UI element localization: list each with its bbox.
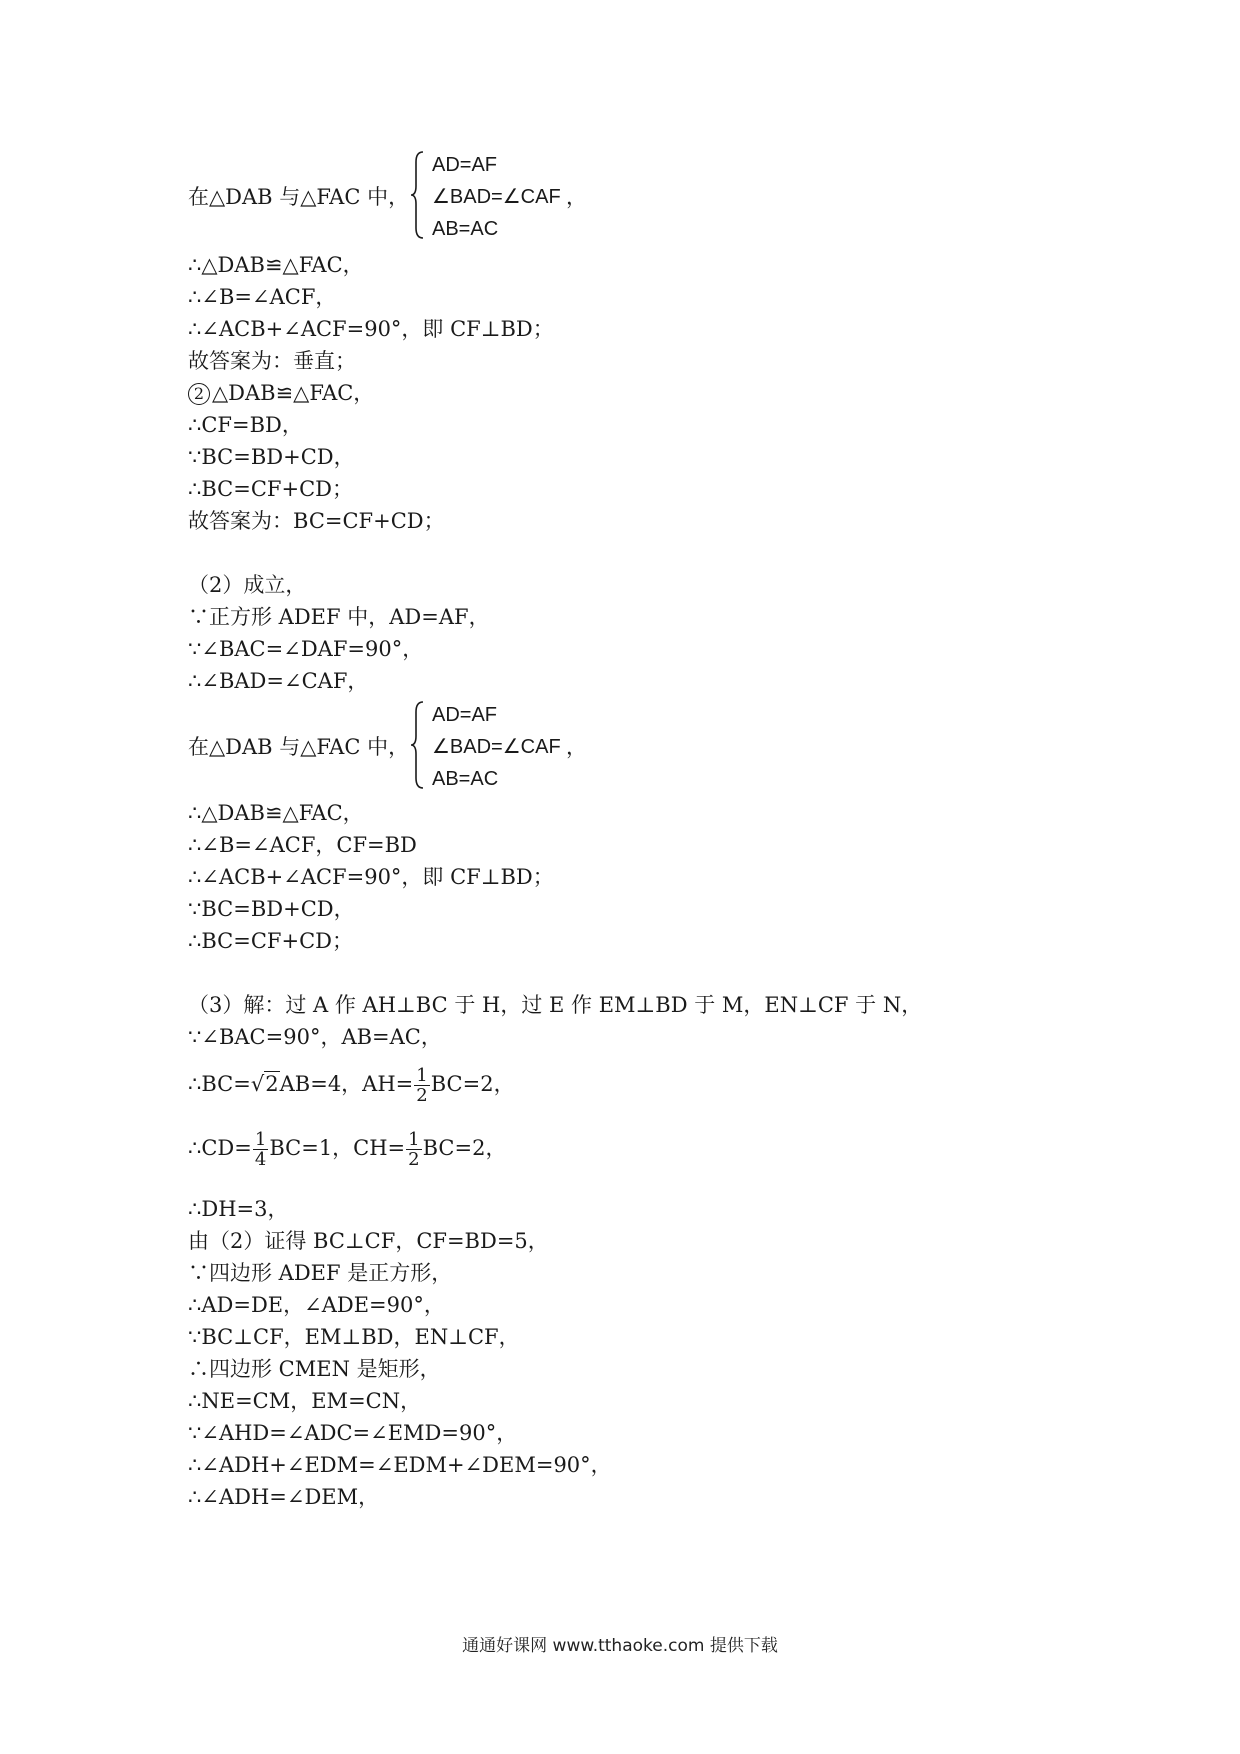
- text-line: [188, 380, 374, 406]
- text-line: ∴∠BAD=∠CAF，: [188, 669, 369, 693]
- eq-part: BC=1，CH=: [269, 1136, 406, 1160]
- text-line: ∵四边形 ADEF 是正方形，: [188, 1261, 453, 1285]
- text-line: ∴NE=CM，EM=CN，: [188, 1389, 422, 1413]
- system-row: ∠BAD=∠CAF: [432, 736, 561, 758]
- fraction: [406, 1130, 421, 1169]
- circled-line-text: △DAB≌△FAC，: [212, 381, 375, 405]
- system-trail: ，: [566, 735, 587, 759]
- eq-part: ∴CD=: [188, 1136, 252, 1160]
- text-line: 故答案为：BC=CF+CD；: [188, 509, 445, 533]
- system-lead: 在△DAB 与△FAC 中，: [188, 185, 410, 209]
- equation-line-2: [188, 1128, 506, 1169]
- text-line: 故答案为：垂直；: [188, 349, 356, 373]
- text-line: ∴AD=DE，∠ADE=90°，: [188, 1293, 445, 1317]
- text-line: ∴BC=CF+CD；: [188, 477, 353, 501]
- text-line: ∵BC⊥CF，EM⊥BD，EN⊥CF，: [188, 1325, 520, 1349]
- circled-number: 2: [188, 383, 210, 405]
- text-line: ∴BC=CF+CD；: [188, 929, 353, 953]
- brace-icon: [410, 700, 424, 790]
- denominator: 2: [408, 1149, 420, 1170]
- system-row: AD=AF: [432, 154, 498, 176]
- text-line: ∴∠ADH=∠DEM，: [188, 1485, 380, 1509]
- text-line: ∴四边形 CMEN 是矩形，: [188, 1357, 441, 1381]
- text-line: （2）成立，: [188, 573, 307, 597]
- sqrt-expression: √2: [250, 1072, 279, 1096]
- eq-part: ∴BC=: [188, 1072, 251, 1096]
- system-trail: ，: [566, 185, 587, 209]
- eq-part: AB=4，AH=: [279, 1072, 414, 1096]
- text-line: ∴∠ACB+∠ACF=90°，即 CF⊥BD；: [188, 865, 554, 889]
- text-line: ∴DH=3，: [188, 1197, 289, 1221]
- text-line: ∴∠B=∠ACF，: [188, 285, 337, 309]
- text-line: ∴∠B=∠ACF，CF=BD: [188, 833, 417, 857]
- eq-part: BC=2，: [430, 1072, 515, 1096]
- system-row: ∠BAD=∠CAF: [432, 186, 561, 208]
- eq-part: BC=2，: [422, 1136, 507, 1160]
- text-line: ∵∠BAC=90°，AB=AC，: [188, 1025, 442, 1049]
- text-line: ∵正方形 ADEF 中，AD=AF，: [188, 605, 490, 629]
- numerator: 1: [254, 1129, 267, 1150]
- radicand: 2: [265, 1072, 279, 1096]
- text-line: ∴∠ADH+∠EDM=∠EDM+∠DEM=90°，: [188, 1453, 612, 1477]
- numerator: 1: [408, 1129, 420, 1150]
- text-line: ∴∠ACB+∠ACF=90°，即 CF⊥BD；: [188, 317, 554, 341]
- system-row: AB=AC: [432, 218, 499, 240]
- text-line: ∴△DAB≌△FAC，: [188, 801, 364, 825]
- system-lead: 在△DAB 与△FAC 中，: [188, 735, 410, 759]
- text-line: ∵BC=BD+CD，: [188, 445, 355, 469]
- brace-icon: [410, 150, 424, 240]
- numerator: 1: [416, 1065, 428, 1086]
- fraction: [414, 1066, 429, 1105]
- fraction: [253, 1130, 268, 1169]
- text-line: ∴△DAB≌△FAC，: [188, 253, 364, 277]
- text-line: 由（2）证得 BC⊥CF，CF=BD=5，: [188, 1229, 549, 1253]
- text-line: ∵BC=BD+CD，: [188, 897, 355, 921]
- text-line: ∴CF=BD，: [188, 413, 303, 437]
- denominator: 4: [254, 1149, 267, 1170]
- page-footer: 通通好课网 www.tthaoke.com 提供下载: [462, 1636, 778, 1656]
- text-line: （3）解：过 A 作 AH⊥BC 于 H，过 E 作 EM⊥BD 于 M，EN⊥CF 于 N，: [188, 993, 923, 1017]
- system-row: AD=AF: [432, 704, 498, 726]
- text-line: ∵∠BAC=∠DAF=90°，: [188, 637, 424, 661]
- equation-line-1: [188, 1064, 515, 1105]
- system-row: AB=AC: [432, 768, 499, 790]
- denominator: 2: [416, 1085, 428, 1106]
- text-line: ∵∠AHD=∠ADC=∠EMD=90°，: [188, 1421, 518, 1445]
